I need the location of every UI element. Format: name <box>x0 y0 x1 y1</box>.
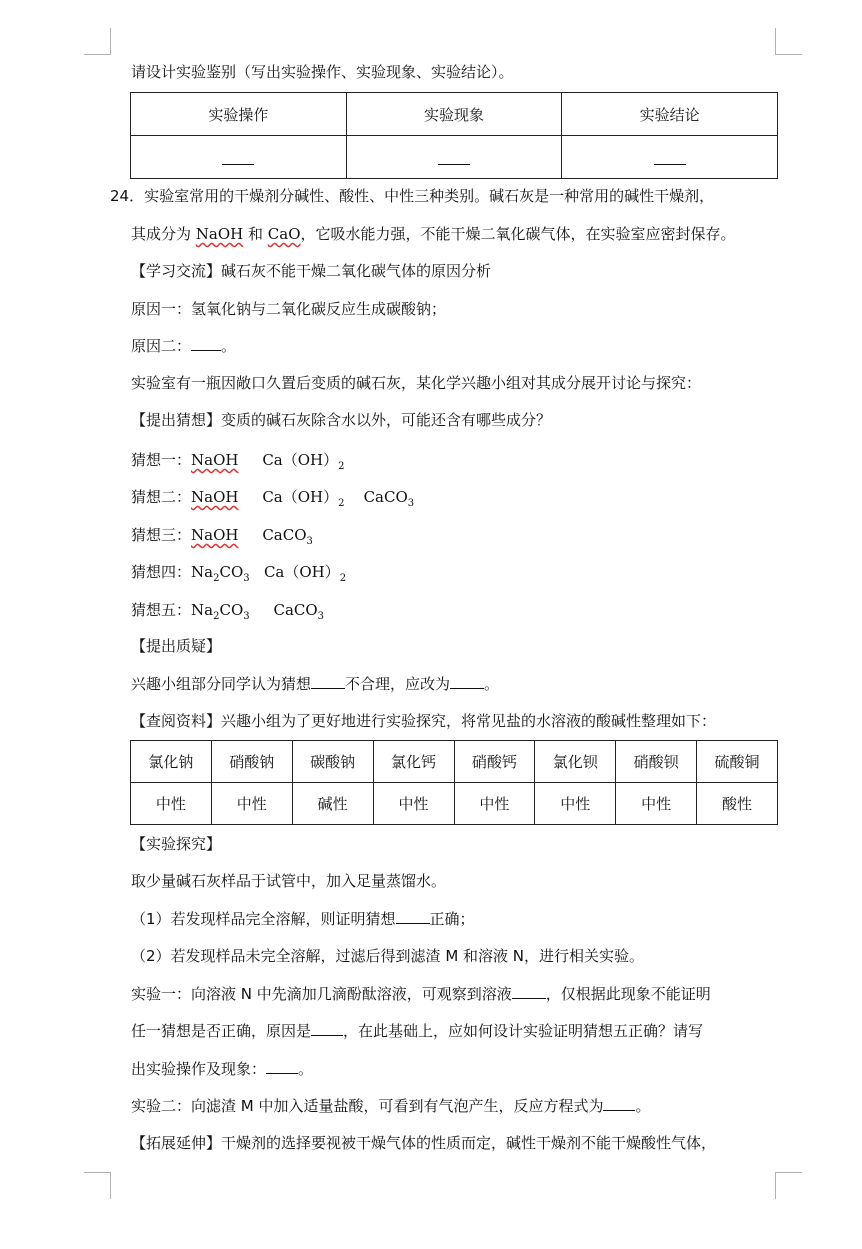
salt-property: 酸性 <box>697 783 778 825</box>
corner-mark-bottom-left <box>84 1172 111 1199</box>
experiment-1-line3: 出实验操作及现象： 。 <box>131 1060 314 1078</box>
answer-blank-operation[interactable] <box>131 136 347 179</box>
salt-property-table <box>130 740 778 825</box>
answer-blank-guess-number[interactable] <box>311 674 345 689</box>
lookup-title: 【查阅资料】兴趣小组为了更好地进行实验探究，将常见盐的水溶液的酸碱性整理如下： <box>131 712 717 730</box>
salt-property: 中性 <box>211 783 292 825</box>
header-phenomenon: 实验现象 <box>346 93 562 136</box>
lab-description: 实验室有一瓶因敞口久置后变质的碱石灰，某化学兴趣小组对其成分展开讨论与探究： <box>131 374 702 392</box>
corner-mark-bottom-right <box>775 1172 802 1199</box>
answer-blank-phenomenon[interactable] <box>346 136 562 179</box>
guess-5: 猜想五：$Na_2CO_3$ CaCO$_3$ <box>131 601 325 622</box>
part-1: （1）若发现样品完全溶解，则证明猜想 正确； <box>131 910 475 928</box>
corner-mark-top-left <box>84 28 111 55</box>
experiment-1-line2: 任一猜想是否正确，原因是 ，在此基础上，应如何设计实验证明猜想五正确？请写 <box>131 1022 704 1040</box>
experiment-2: 实验二：向滤渣 M 中加入适量盐酸，可看到有气泡产生，反应方程式为 。 <box>131 1097 651 1115</box>
take-sample: 取少量碱石灰样品于试管中，加入足量蒸馏水。 <box>131 872 447 890</box>
answer-blank-corrected-guess[interactable] <box>450 674 484 689</box>
salt-property: 中性 <box>616 783 697 825</box>
salt-name: 氯化钠 <box>131 741 212 783</box>
experiment-1-line1: 实验一：向溶液 N 中先滴加几滴酚酞溶液，可观察到溶液 ，仅根据此现象不能证明 <box>131 985 711 1003</box>
formula-cao: CaO <box>267 225 301 243</box>
study-section: 【学习交流】碱石灰不能干燥二氧化碳气体的原因分析 <box>131 262 492 280</box>
salt-name: 碳酸钠 <box>292 741 373 783</box>
guess-3: 猜想三：NaOH CaCO$_3$ <box>131 526 313 547</box>
salt-property: 中性 <box>535 783 616 825</box>
answer-blank-reason2[interactable] <box>191 336 221 351</box>
reason-two: 原因二： 。 <box>131 337 237 355</box>
reason-one: 原因一：氢氧化钠与二氧化碳反应生成碳酸钠； <box>131 300 447 318</box>
salt-property: 中性 <box>454 783 535 825</box>
salt-property: 碱性 <box>292 783 373 825</box>
salt-name: 硝酸钙 <box>454 741 535 783</box>
doubt-title: 【提出质疑】 <box>131 637 222 655</box>
formula-naoh: NaOH <box>195 225 244 243</box>
header-conclusion: 实验结论 <box>562 93 778 136</box>
doubt-line: 兴趣小组部分同学认为猜想 不合理，应改为 。 <box>131 675 500 693</box>
guess-2: 猜想二：NaOH $Ca(OH)_2$ CaCO$_3$ <box>131 488 415 509</box>
salt-name: 硫酸铜 <box>697 741 778 783</box>
answer-blank-part1[interactable] <box>396 909 430 924</box>
answer-blank-operation-phenomenon[interactable] <box>266 1059 298 1074</box>
answer-blank-reason[interactable] <box>311 1021 343 1036</box>
experiment-design-table <box>130 92 778 179</box>
answer-blank-equation[interactable] <box>603 1096 635 1111</box>
header-operation: 实验操作 <box>131 93 347 136</box>
extend-section: 【拓展延伸】干燥剂的选择要视被干燥气体的性质而定，碱性干燥剂不能干燥酸性气体， <box>131 1134 717 1152</box>
salt-name: 硝酸钠 <box>211 741 292 783</box>
answer-blank-conclusion[interactable] <box>562 136 778 179</box>
part-2: （2）若发现样品未完全溶解，过滤后得到滤渣 M 和溶液 N，进行相关实验。 <box>131 947 645 965</box>
guess-1: 猜想一：NaOH $Ca(OH)_2$ <box>131 451 345 472</box>
salt-property: 中性 <box>131 783 212 825</box>
intro-text: 请设计实验鉴别（写出实验操作、实验现象、实验结论）。 <box>131 63 514 81</box>
salt-name: 氯化钙 <box>373 741 454 783</box>
guess-title: 【提出猜想】变质的碱石灰除含水以外，可能还含有哪些成分？ <box>131 411 552 429</box>
salt-name: 硝酸钡 <box>616 741 697 783</box>
question-24-line2: 其成分为 NaOH 和 CaO，它吸水能力强，不能干燥二氧化碳气体，在实验室应密封保存。 <box>131 225 736 243</box>
guess-4: 猜想四：$Na_2CO_3$ $Ca(OH)_2$ <box>131 563 347 584</box>
salt-name: 氯化钡 <box>535 741 616 783</box>
question-24-line1: 24．实验室常用的干燥剂分碱性、酸性、中性三种类别。碱石灰是一种常用的碱性干燥剂， <box>110 187 715 205</box>
salt-property: 中性 <box>373 783 454 825</box>
explore-title: 【实验探究】 <box>131 835 222 853</box>
answer-blank-solution-color[interactable] <box>512 984 546 999</box>
corner-mark-top-right <box>775 28 802 55</box>
